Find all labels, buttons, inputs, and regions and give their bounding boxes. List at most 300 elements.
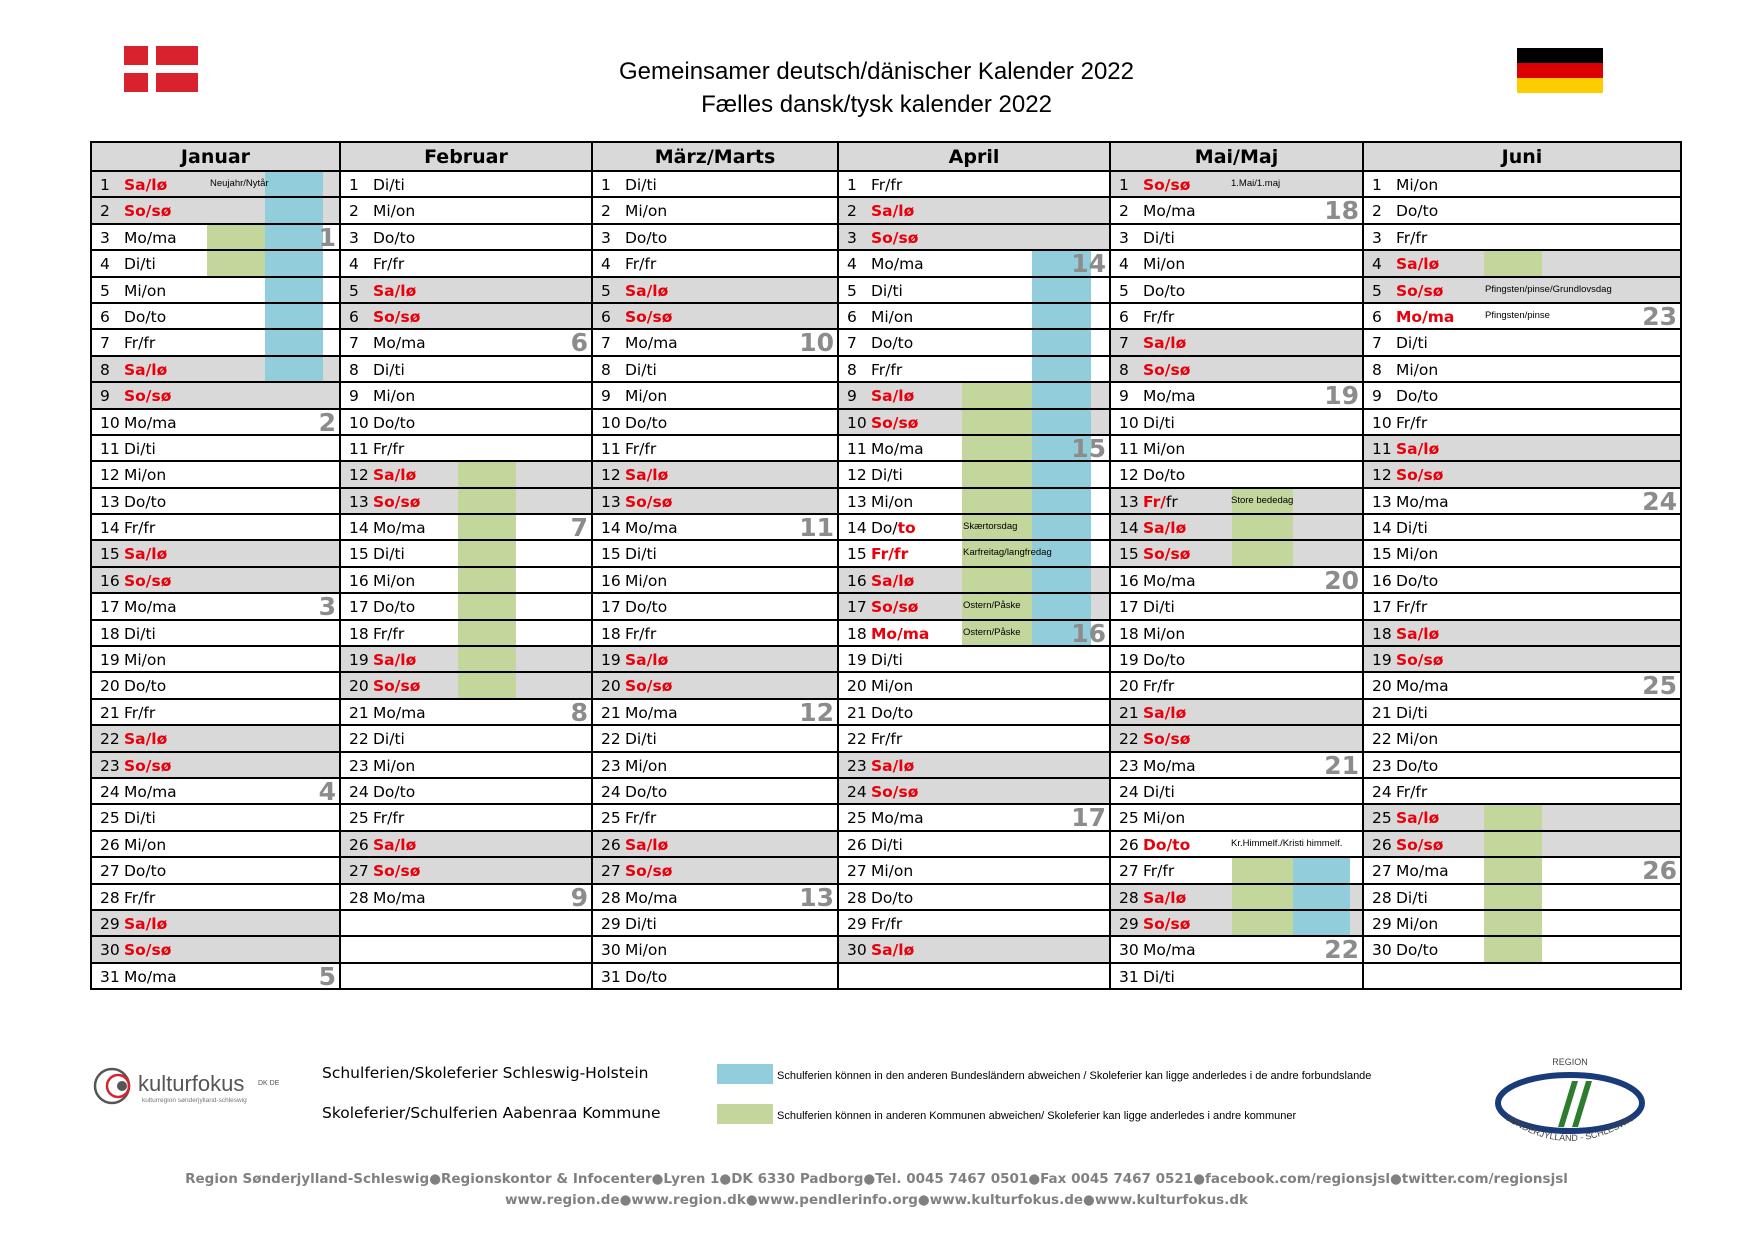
weekday-name: Mi/on <box>124 651 167 670</box>
day-cell <box>1363 435 1681 461</box>
week-number: 11 <box>799 514 834 541</box>
weekday-name: Mo/ma <box>1396 677 1449 696</box>
footer-websites-line: www.region.de●www.region.dk●www.pendlerinfo.org●www.kulturfokus.de●www.kulturfokus.dk <box>504 1192 1248 1208</box>
day-number: 1 <box>601 176 611 194</box>
week-number: 17 <box>1071 804 1106 831</box>
day-number: 25 <box>847 809 867 828</box>
day-cell <box>592 171 838 197</box>
day-number: 7 <box>1372 334 1382 353</box>
day-number: 23 <box>1372 756 1392 775</box>
calendar-row <box>91 778 1681 804</box>
empty-cell <box>340 963 592 989</box>
day-number: 12 <box>1372 466 1392 485</box>
holiday-band-schleswig-holstein <box>1032 489 1091 513</box>
day-cell <box>340 540 592 566</box>
holiday-band-schleswig-holstein <box>265 198 323 222</box>
day-cell <box>91 224 340 250</box>
day-number: 23 <box>349 756 369 775</box>
day-cell <box>838 620 1110 646</box>
month-header: Mai/Maj <box>1110 142 1363 171</box>
day-number: 29 <box>100 914 120 933</box>
day-cell <box>1363 804 1681 830</box>
day-number: 12 <box>100 466 120 485</box>
day-cell <box>592 540 838 566</box>
day-cell <box>1110 910 1363 936</box>
calendar-row <box>91 461 1681 487</box>
day-cell <box>838 910 1110 936</box>
weekday-name: So/sø <box>124 571 172 590</box>
german-flag-icon <box>1517 48 1603 93</box>
weekday-name: Di/ti <box>373 176 405 194</box>
holiday-band-schleswig-holstein <box>265 304 323 328</box>
holiday-band-aabenraa <box>458 489 516 513</box>
weekday-name: Sa/lø <box>373 281 417 300</box>
day-number: 24 <box>601 782 621 801</box>
holiday-band-aabenraa <box>962 383 1032 407</box>
holiday-band-aabenraa <box>962 568 1032 592</box>
day-cell <box>592 461 838 487</box>
day-cell <box>91 461 340 487</box>
day-number: 25 <box>100 809 120 828</box>
holiday-note: Kr.Himmelf./Kristi himmelf. <box>1231 837 1343 849</box>
day-number: 15 <box>100 545 120 564</box>
weekday-name-part: Do/ <box>871 519 898 538</box>
day-number: 27 <box>847 862 867 881</box>
day-number: 20 <box>100 677 120 696</box>
day-cell <box>592 725 838 751</box>
weekday-name: Mo/ma <box>1396 307 1455 326</box>
day-cell <box>340 725 592 751</box>
week-number: 20 <box>1324 566 1359 594</box>
day-number: 8 <box>100 360 110 379</box>
calendar-row <box>91 329 1681 355</box>
weekday-name: Fr/fr <box>871 545 909 564</box>
month-header: März/Marts <box>592 142 838 171</box>
month-header: Januar <box>91 142 340 171</box>
calendar-row <box>91 488 1681 514</box>
day-cell <box>1110 831 1363 857</box>
day-cell <box>592 620 838 646</box>
day-cell <box>1110 488 1363 514</box>
day-number: 14 <box>847 519 867 538</box>
kulturfokus-logo-text: kulturfokus <box>138 1071 245 1096</box>
month-header: Juni <box>1363 142 1681 171</box>
day-number: 18 <box>349 624 369 643</box>
day-number: 8 <box>601 360 611 379</box>
weekday-name: Do/to <box>625 598 668 617</box>
day-number: 11 <box>1119 439 1139 458</box>
day-number: 13 <box>601 492 621 511</box>
day-number: 4 <box>1372 255 1382 274</box>
weekday-name: Mo/ma <box>1143 571 1196 590</box>
day-number: 17 <box>1119 598 1139 617</box>
holiday-band-schleswig-holstein <box>1032 383 1091 407</box>
day-number: 3 <box>100 228 110 247</box>
day-number: 29 <box>847 914 867 933</box>
weekday-name: Mi/on <box>373 387 416 406</box>
weekday-name: Fr/fr <box>871 360 903 379</box>
day-cell <box>838 884 1110 910</box>
day-number: 27 <box>1119 862 1139 881</box>
day-cell <box>91 303 340 329</box>
weekday-name: Di/ti <box>1143 598 1175 617</box>
weekday-name: Mo/ma <box>373 703 426 722</box>
calendar-row <box>91 752 1681 778</box>
day-number: 2 <box>349 202 359 221</box>
empty-cell <box>838 963 1110 989</box>
day-number: 21 <box>601 703 621 722</box>
weekday-name: Mo/ma <box>871 255 924 274</box>
legend-label-schleswig-holstein: Schulferien/Skoleferier Schleswig-Holstein <box>322 1064 649 1082</box>
weekday-name: So/sø <box>871 598 919 617</box>
weekday-name: Fr/fr <box>1143 677 1175 696</box>
day-cell <box>838 567 1110 593</box>
week-number: 5 <box>318 962 336 990</box>
calendar-row <box>91 646 1681 672</box>
day-number: 11 <box>601 439 621 458</box>
calendar-row <box>91 672 1681 698</box>
day-number: 1 <box>100 176 110 194</box>
weekday-name: Do/to <box>1143 651 1186 670</box>
weekday-name: Fr/fr <box>1396 413 1428 432</box>
weekday-name: So/sø <box>124 756 172 775</box>
weekday-name: Do/to <box>373 598 416 617</box>
day-number: 19 <box>100 651 120 670</box>
day-cell <box>1110 224 1363 250</box>
day-cell <box>1363 224 1681 250</box>
day-cell <box>1110 356 1363 382</box>
day-cell <box>1363 514 1681 540</box>
day-number: 26 <box>1119 835 1139 854</box>
day-cell <box>592 857 838 883</box>
weekday-name: Do/to <box>1143 466 1186 485</box>
calendar-row <box>91 303 1681 329</box>
day-number: 18 <box>1372 624 1392 643</box>
day-number: 5 <box>1119 281 1129 300</box>
day-cell <box>592 277 838 303</box>
weekday-name: Sa/lø <box>124 176 168 194</box>
weekday-name: Fr/fr <box>1396 782 1428 801</box>
day-cell <box>592 884 838 910</box>
day-cell <box>592 963 838 989</box>
holiday-note: Karfreitag/langfredag <box>963 547 1052 559</box>
weekday-name: Mo/ma <box>625 334 678 353</box>
calendar-row <box>91 224 1681 250</box>
day-number: 16 <box>1372 571 1392 590</box>
day-cell <box>1363 250 1681 276</box>
day-number: 4 <box>601 255 611 274</box>
empty-cell <box>1363 963 1681 989</box>
day-cell <box>1363 831 1681 857</box>
weekday-name: Di/ti <box>124 255 156 274</box>
weekday-name: Mo/ma <box>124 967 177 986</box>
day-number: 23 <box>1119 756 1139 775</box>
day-number: 28 <box>1372 888 1392 907</box>
day-cell <box>340 171 592 197</box>
day-cell <box>838 831 1110 857</box>
holiday-band-schleswig-holstein <box>1032 278 1091 302</box>
weekday-name: Sa/lø <box>625 466 669 485</box>
weekday-name: Do/to <box>1396 387 1439 406</box>
weekday-name: Sa/lø <box>1396 624 1440 643</box>
week-number: 22 <box>1324 936 1359 963</box>
day-cell <box>340 250 592 276</box>
holiday-band-schleswig-holstein <box>1032 462 1091 486</box>
day-cell <box>592 356 838 382</box>
calendar-row <box>91 593 1681 619</box>
weekday-name: Fr/fr <box>124 519 156 538</box>
weekday-name: Sa/lø <box>1396 439 1440 458</box>
day-number: 12 <box>601 466 621 485</box>
day-number: 7 <box>847 334 857 353</box>
weekday-name: So/sø <box>625 862 673 881</box>
day-number: 8 <box>847 360 857 379</box>
day-cell <box>838 672 1110 698</box>
day-cell <box>1110 277 1363 303</box>
legend-label-aabenraa: Skoleferier/Schulferien Aabenraa Kommune <box>322 1104 661 1122</box>
weekday-name: So/sø <box>1143 914 1191 933</box>
calendar-row <box>91 804 1681 830</box>
day-number: 25 <box>349 809 369 828</box>
weekday-name: Sa/lø <box>625 835 669 854</box>
day-cell <box>1110 197 1363 223</box>
day-cell <box>1363 593 1681 619</box>
legend-swatch-blue <box>717 1064 773 1084</box>
day-number: 17 <box>100 598 120 617</box>
calendar-row <box>91 250 1681 276</box>
calendar-table <box>90 141 1682 990</box>
day-cell <box>340 329 592 355</box>
weekday-name: Di/ti <box>1396 334 1428 353</box>
holiday-band-schleswig-holstein <box>1293 858 1350 882</box>
weekday-name: Mi/on <box>373 571 416 590</box>
day-number: 11 <box>349 439 369 458</box>
weekday-name: Mi/on <box>625 756 668 775</box>
day-cell <box>1363 382 1681 408</box>
day-cell <box>592 804 838 830</box>
weekday-name: Mo/ma <box>124 413 177 432</box>
weekday-name: Sa/lø <box>1143 519 1187 538</box>
day-number: 27 <box>601 862 621 881</box>
day-cell <box>1110 857 1363 883</box>
weekday-name: Sa/lø <box>373 466 417 485</box>
day-cell <box>91 725 340 751</box>
day-number: 14 <box>100 519 120 538</box>
holiday-band-aabenraa <box>1484 832 1542 856</box>
day-cell <box>340 778 592 804</box>
kulturfokus-logo-subtitle: kulturregion sønderjylland-schleswig <box>142 1097 247 1104</box>
calendar-row <box>91 540 1681 566</box>
legend-note-blue: Schulferien können in den anderen Bundesländern abweichen / Skoleferier kan ligge anderledes i de andre forbundslande <box>777 1070 1372 1082</box>
weekday-name: Mi/on <box>124 835 167 854</box>
day-cell <box>91 197 340 223</box>
day-cell <box>91 778 340 804</box>
weekday-name: So/sø <box>124 202 172 221</box>
holiday-band-aabenraa <box>458 621 516 645</box>
day-number: 15 <box>1119 545 1139 564</box>
day-number: 2 <box>847 202 857 221</box>
day-number: 14 <box>349 519 369 538</box>
weekday-name: Mi/on <box>625 941 668 960</box>
day-number: 19 <box>601 651 621 670</box>
weekday-name: So/sø <box>1143 176 1191 194</box>
weekday-name: Di/ti <box>625 914 657 933</box>
week-number: 21 <box>1324 751 1359 778</box>
day-cell <box>592 672 838 698</box>
weekday-name: Fr/fr <box>871 914 903 933</box>
holiday-band-aabenraa <box>1232 911 1293 935</box>
weekday-name: Fr/fr <box>373 809 405 828</box>
day-number: 17 <box>601 598 621 617</box>
day-cell <box>1363 725 1681 751</box>
day-cell <box>91 857 340 883</box>
day-number: 20 <box>1119 677 1139 696</box>
day-number: 13 <box>847 492 867 511</box>
weekday-name: Mo/ma <box>373 888 426 907</box>
weekday-name: Mo/ma <box>1143 202 1196 221</box>
weekday-name: Sa/lø <box>871 202 915 221</box>
weekday-name: Do/to <box>625 228 668 247</box>
weekday-name: Di/ti <box>625 360 657 379</box>
weekday-name: Mi/on <box>871 307 914 326</box>
day-cell <box>91 567 340 593</box>
day-number: 4 <box>847 255 857 274</box>
weekday-name: Do/to <box>625 782 668 801</box>
calendar-row <box>91 514 1681 540</box>
weekday-name: Di/ti <box>625 545 657 564</box>
weekday-name: Do/to <box>625 967 668 986</box>
day-cell <box>838 725 1110 751</box>
day-number: 9 <box>349 387 359 406</box>
weekday-name: So/sø <box>124 941 172 960</box>
day-number: 6 <box>1119 307 1129 326</box>
day-number: 10 <box>601 413 621 432</box>
day-cell <box>1363 197 1681 223</box>
holiday-band-schleswig-holstein <box>265 330 323 354</box>
weekday-name: So/sø <box>1143 545 1191 564</box>
weekday-name: Mi/on <box>871 862 914 881</box>
week-number: 4 <box>318 777 336 805</box>
weekday-name: Do/to <box>373 228 416 247</box>
weekday-name: So/sø <box>871 228 919 247</box>
weekday-name: Di/ti <box>871 466 903 485</box>
week-number: 10 <box>799 329 834 356</box>
day-cell <box>1110 567 1363 593</box>
day-cell <box>91 910 340 936</box>
weekday-name: Mi/on <box>1396 730 1439 749</box>
day-cell <box>1110 884 1363 910</box>
day-number: 13 <box>349 492 369 511</box>
day-cell <box>91 488 340 514</box>
day-number: 26 <box>349 835 369 854</box>
weekday-name: Di/ti <box>1396 703 1428 722</box>
calendar-row <box>91 356 1681 382</box>
day-cell <box>91 752 340 778</box>
day-cell <box>838 514 1110 540</box>
weekday-name: Do/to <box>124 677 167 696</box>
day-number: 11 <box>100 439 120 458</box>
day-cell <box>592 488 838 514</box>
day-cell <box>340 277 592 303</box>
day-cell <box>592 699 838 725</box>
holiday-band-aabenraa <box>458 673 516 697</box>
weekday-name: Do/to <box>1143 835 1191 854</box>
day-cell <box>1363 329 1681 355</box>
weekday-name: So/sø <box>1396 835 1444 854</box>
week-number: 7 <box>570 514 588 541</box>
weekday-name: Di/ti <box>1143 967 1175 986</box>
day-number: 24 <box>100 782 120 801</box>
day-cell <box>1110 778 1363 804</box>
holiday-band-schleswig-holstein <box>1032 330 1091 354</box>
day-number: 30 <box>847 941 867 960</box>
day-cell <box>340 461 592 487</box>
holiday-band-schleswig-holstein <box>265 357 323 381</box>
day-number: 12 <box>349 466 369 485</box>
weekday-name: Di/ti <box>373 360 405 379</box>
day-cell <box>592 752 838 778</box>
weekday-name: Mi/on <box>1396 176 1439 194</box>
day-cell <box>91 936 340 962</box>
weekday-name: Sa/lø <box>1396 255 1440 274</box>
day-number: 22 <box>1372 730 1392 749</box>
day-cell <box>1110 672 1363 698</box>
day-number: 19 <box>349 651 369 670</box>
day-number: 10 <box>847 413 867 432</box>
day-number: 17 <box>847 598 867 617</box>
day-number: 16 <box>601 571 621 590</box>
day-number: 2 <box>100 202 110 221</box>
holiday-band-schleswig-holstein <box>265 225 323 249</box>
day-number: 28 <box>847 888 867 907</box>
day-number: 30 <box>1119 941 1139 960</box>
calendar-row <box>91 171 1681 197</box>
day-cell <box>91 646 340 672</box>
holiday-band-schleswig-holstein <box>1293 885 1350 909</box>
weekday-name: Fr/fr <box>373 439 405 458</box>
day-cell <box>340 699 592 725</box>
day-number: 28 <box>601 888 621 907</box>
day-number: 8 <box>349 360 359 379</box>
day-number: 9 <box>601 387 611 406</box>
week-number: 23 <box>1642 302 1677 330</box>
holiday-band-schleswig-holstein <box>1032 594 1091 618</box>
holiday-band-schleswig-holstein <box>265 172 323 196</box>
day-cell <box>592 831 838 857</box>
day-number: 19 <box>1372 651 1392 670</box>
holiday-band-aabenraa <box>1484 885 1542 909</box>
holiday-note: Ostern/Påske <box>963 600 1021 612</box>
weekday-name: Mo/ma <box>1143 387 1196 406</box>
day-number: 10 <box>1372 413 1392 432</box>
day-cell <box>838 171 1110 197</box>
day-cell <box>1363 646 1681 672</box>
day-cell <box>340 857 592 883</box>
day-cell <box>91 171 340 197</box>
day-cell <box>91 593 340 619</box>
day-cell <box>1110 303 1363 329</box>
day-number: 31 <box>601 967 621 986</box>
weekday-name: So/sø <box>1396 651 1444 670</box>
day-cell <box>1363 672 1681 698</box>
day-number: 11 <box>847 439 867 458</box>
day-cell <box>838 540 1110 566</box>
day-number: 19 <box>1119 651 1139 670</box>
weekday-name: Di/ti <box>124 624 156 643</box>
weekday-name: Di/ti <box>871 651 903 670</box>
day-number: 12 <box>1119 466 1139 485</box>
calendar-row <box>91 382 1681 408</box>
